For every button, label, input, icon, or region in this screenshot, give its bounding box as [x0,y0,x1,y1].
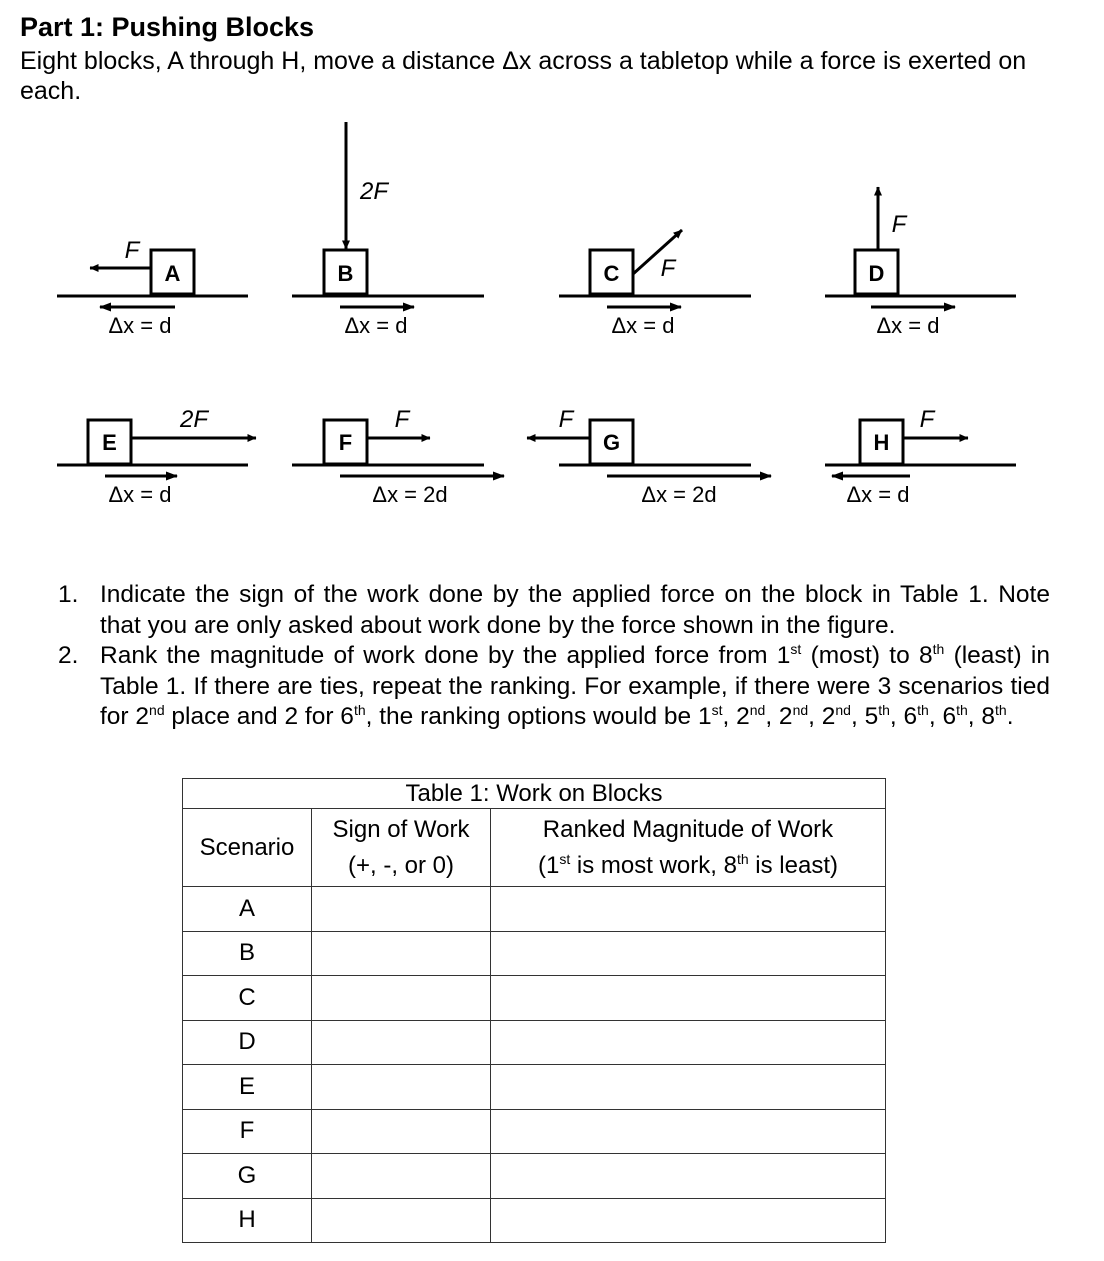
scenario-b [292,122,484,338]
table-row [183,1198,886,1243]
displacement-label-h: Δx = d [846,482,910,507]
question-list [58,580,1050,733]
question-2 [58,641,1050,733]
header-sign [312,809,491,887]
sign-cell[interactable] [312,1198,491,1243]
table-row [183,1020,886,1065]
blocks-diagram [0,110,1104,510]
rank-cell[interactable] [491,887,886,932]
scenario-cell: G [183,1154,312,1199]
question-1 [58,580,1050,641]
block-c-label: C [603,261,620,286]
sign-cell[interactable] [312,976,491,1021]
header-scenario: Scenario [183,809,312,887]
table-row [183,976,886,1021]
scenario-cell: B [183,931,312,976]
force-label-c: F [660,255,676,282]
rank-cell[interactable] [491,1020,886,1065]
scenario-cell: E [183,1065,312,1110]
rank-cell[interactable] [491,1065,886,1110]
displacement-label-e: Δx = d [108,482,172,507]
sign-cell[interactable] [312,1065,491,1110]
rank-cell[interactable] [491,1198,886,1243]
scenario-d [825,187,1016,338]
scenario-cell: C [183,976,312,1021]
block-b-label: B [337,261,354,286]
scenario-cell: D [183,1020,312,1065]
rank-cell[interactable] [491,976,886,1021]
table-row [183,931,886,976]
force-label-g: F [558,406,574,433]
sign-cell[interactable] [312,931,491,976]
scenario-cell: A [183,887,312,932]
scenario-cell: H [183,1198,312,1243]
work-table [182,778,886,1243]
displacement-label-a: Δx = d [108,313,172,338]
force-label-e: 2F [179,406,209,433]
sign-cell[interactable] [312,887,491,932]
scenario-c [559,230,751,338]
scenario-cell: F [183,1109,312,1154]
header-rank-line2: (1st is most work, 8th is least) [538,850,838,879]
rank-cell[interactable] [491,931,886,976]
scenario-h [825,406,1016,507]
displacement-label-g: Δx = 2d [641,482,717,507]
block-a-label: A [164,261,181,286]
force-label-b: 2F [359,178,389,205]
scenario-g [527,406,771,507]
intro-text: Eight blocks, A through H, move a distance Δx across a tabletop while a force is exerted on each. [20,47,1027,105]
block-g-label: G [602,430,621,455]
force-label-a: F [124,237,140,264]
table-row [183,1065,886,1110]
block-e-label: E [102,430,117,455]
part-heading: Part 1: Pushing Blocks [20,12,315,42]
block-f-label: F [338,430,353,455]
question-number: 1. [58,581,79,608]
table-row [183,887,886,932]
scenario-a [57,237,248,338]
force-label-d: F [891,211,907,238]
sign-cell[interactable] [312,1154,491,1199]
sign-cell[interactable] [312,1109,491,1154]
table-caption: Table 1: Work on Blocks [183,779,886,809]
rank-cell[interactable] [491,1154,886,1199]
rank-cell[interactable] [491,1109,886,1154]
force-label-f: F [394,406,410,433]
header-rank [491,809,886,887]
question-text: Indicate the sign of the work done by the applied force on the block in Table 1. Note that you are only asked about work done by the force shown in the figure. [100,581,1050,639]
scenario-e [57,406,256,507]
question-text: Rank the magnitude of work done by the applied force from 1st (most) to 8th (least) in Table 1. If there are ties, repeat the ranking. For example, if there were 3 scenarios tied for 2nd place and 2 for 6th, the ranking options would be 1st, 2nd, 2nd, 2nd, 5th, 6th, 6th, 8th. [100,640,1050,730]
displacement-label-d: Δx = d [876,313,940,338]
header-rank-line1: Ranked Magnitude of Work [542,815,834,843]
displacement-label-f: Δx = 2d [372,482,448,507]
header-sign-line2: (+, -, or 0) [347,851,455,879]
table-row [183,1154,886,1199]
table-row [183,1109,886,1154]
scenario-f [292,406,504,507]
block-d-label: D [868,261,885,286]
header-sign-line1: Sign of Work [332,815,470,843]
sign-cell[interactable] [312,1020,491,1065]
block-h-label: H [873,430,890,455]
displacement-label-b: Δx = d [344,313,408,338]
force-label-h: F [919,406,935,433]
displacement-label-c: Δx = d [611,313,675,338]
question-number: 2. [58,642,79,669]
